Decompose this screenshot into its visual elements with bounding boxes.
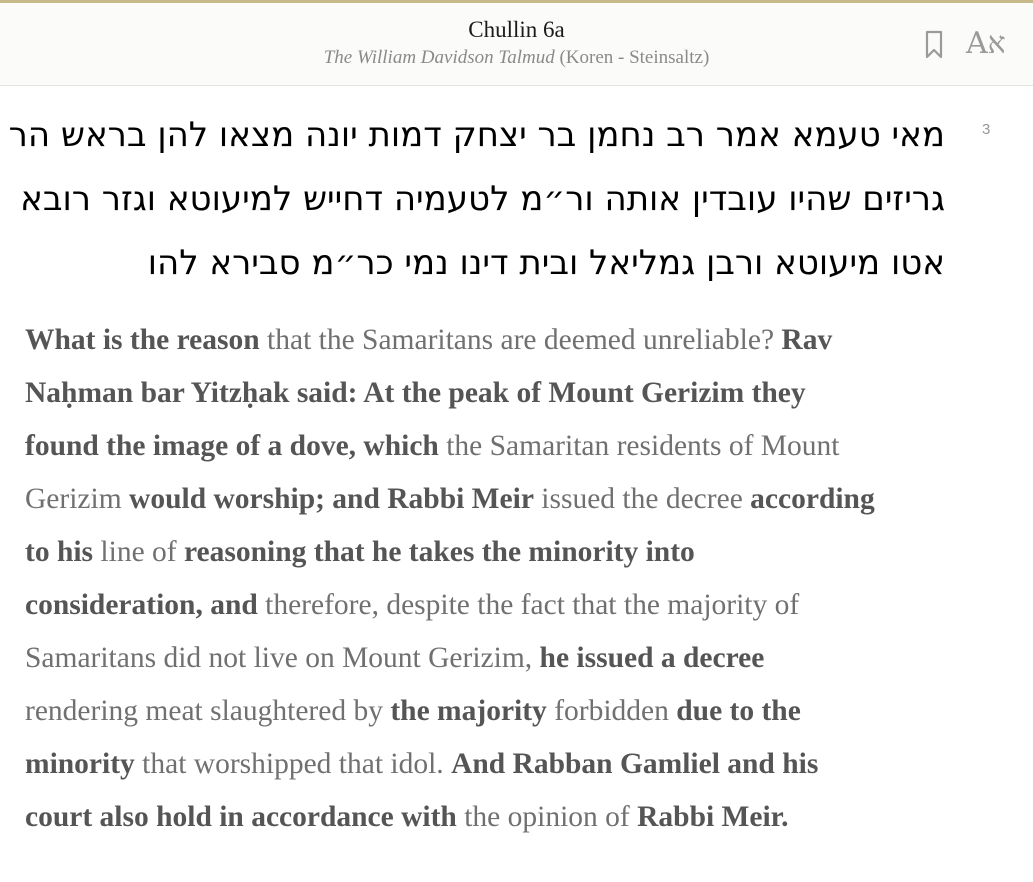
english-line — [25, 473, 950, 526]
english-line — [25, 579, 950, 632]
bold-translation-run: according — [750, 483, 875, 515]
plain-translation-run: Gerizim — [25, 483, 130, 515]
header-titles — [0, 15, 1033, 71]
english-line — [25, 632, 950, 685]
bold-translation-run: reasoning that he takes the minority into — [183, 536, 695, 568]
bold-translation-run: Rav — [781, 324, 833, 356]
bold-translation-run: minority — [25, 748, 135, 780]
english-line — [25, 420, 950, 473]
english-line — [25, 791, 950, 844]
bold-translation-run: the majority — [390, 695, 547, 727]
english-line — [25, 367, 950, 420]
version-title-italic: The William Davidson Talmud — [323, 47, 555, 68]
bold-translation-run: Naḥman bar Yitzḥak said: At the peak of Mount Gerizim they — [25, 377, 806, 409]
hebrew-line: אטו מיעוטא ורבן גמליאל ובית דינו נמי כר״מ סבירא להו — [147, 243, 945, 283]
bookmark-icon — [922, 29, 946, 61]
english-line — [25, 685, 950, 738]
plain-translation-run: Samaritans did not live on Mount Gerizim, — [25, 642, 540, 674]
hebrew-line: גריזים שהיו עובדין אותה ור״מ לטעמיה דחייש למיעוטא וגזר רובא — [20, 179, 945, 219]
bold-translation-run: And Rabban Gamliel and his — [451, 748, 819, 780]
language-toggle-icon: Aא — [966, 26, 1006, 61]
plain-translation-run: the Samaritan residents of Mount — [438, 430, 840, 462]
english-translation[interactable] — [25, 314, 950, 844]
english-line — [25, 314, 950, 367]
bold-translation-run: found the image of a dove, which — [25, 430, 439, 462]
bold-translation-run: court also hold in accordance with — [25, 801, 457, 833]
hebrew-line: מאי טעמא אמר רב נחמן בר יצחק דמות יונה מצאו להן בראש הר — [8, 115, 945, 155]
plain-translation-run: that worshipped that idol. — [134, 748, 452, 780]
bookmark-button[interactable] — [922, 29, 946, 61]
version-title-rest: (Koren - Steinsaltz) — [554, 47, 710, 68]
version-title[interactable] — [0, 45, 1033, 71]
bold-translation-run: What is the reason — [25, 324, 260, 356]
plain-translation-run: the opinion of — [456, 801, 638, 833]
english-line — [25, 738, 950, 791]
bold-translation-run: due to the — [676, 695, 801, 727]
page-title[interactable]: Chullin 6a — [468, 17, 565, 42]
plain-translation-run: issued the decree — [533, 483, 751, 515]
plain-translation-run: line of — [93, 536, 184, 568]
bold-translation-run: Rabbi Meir. — [637, 801, 789, 833]
plain-translation-run: that the Samaritans are deemed unreliable? — [259, 324, 782, 356]
plain-translation-run: forbidden — [546, 695, 677, 727]
segment-number: 3 — [982, 121, 991, 138]
bold-translation-run: to his — [25, 536, 94, 568]
bold-translation-run: he issued a decree — [539, 642, 765, 674]
plain-translation-run: therefore, despite the fact that the majority of — [257, 589, 800, 621]
english-line — [25, 526, 950, 579]
bold-translation-run: would worship; and Rabbi Meir — [129, 483, 534, 515]
reader-header — [0, 0, 1033, 86]
plain-translation-run: rendering meat slaughtered by — [25, 695, 391, 727]
hebrew-text[interactable] — [8, 103, 945, 295]
next-segment-edge — [0, 876, 1033, 882]
language-toggle-button[interactable] — [966, 25, 1006, 63]
bold-translation-run: consideration, and — [25, 589, 258, 621]
